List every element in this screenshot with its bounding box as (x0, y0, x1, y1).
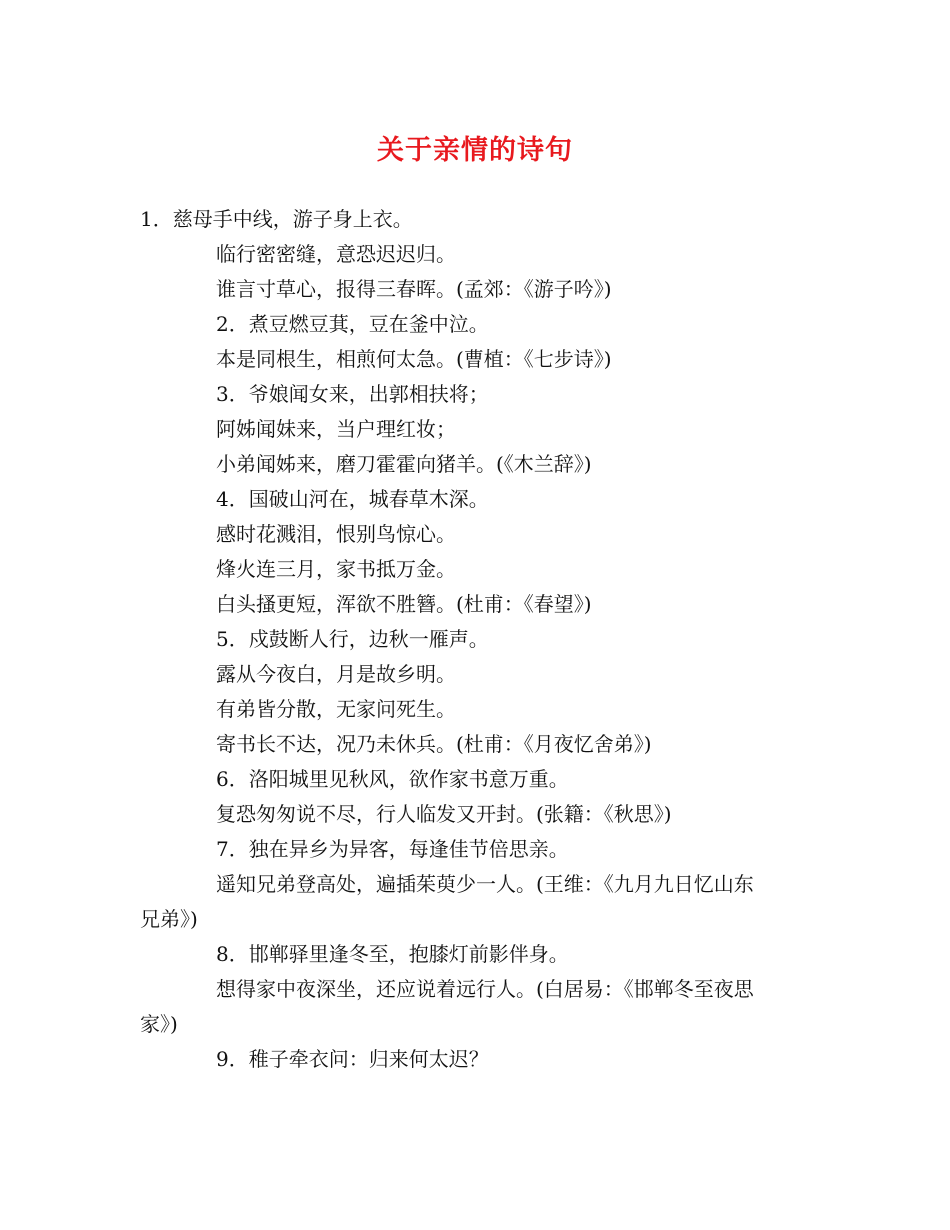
poem-line: 家》) (140, 1012, 178, 1036)
poem-line: 小弟闻姊来，磨刀霍霍向猪羊。(《木兰辞》) (216, 452, 592, 476)
poem-line: 6．洛阳城里见秋风，欲作家书意万重。 (216, 767, 569, 791)
poem-line: 本是同根生，相煎何太急。(曹植：《七步诗》) (216, 347, 612, 371)
poem-line: 2．煮豆燃豆萁，豆在釜中泣。 (216, 312, 489, 336)
poem-line: 3．爷娘闻女来，出郭相扶将； (216, 382, 489, 406)
poem-line: 9．稚子牵衣问：归来何太迟？ (216, 1047, 489, 1071)
poem-line: 临行密密缝，意恐迟迟归。 (216, 242, 456, 266)
poem-line: 感时花溅泪，恨别鸟惊心。 (216, 522, 456, 546)
poem-line: 露从今夜白，月是故乡明。 (216, 662, 456, 686)
poem-line: 谁言寸草心，报得三春晖。(孟郊：《游子吟》) (216, 277, 612, 301)
poem-line: 5．戍鼓断人行，边秋一雁声。 (216, 627, 489, 651)
poem-list (140, 202, 830, 1077)
poem-line: 1．慈母手中线，游子身上衣。 (140, 207, 413, 231)
poem-line: 兄弟》) (140, 907, 198, 931)
poem-line: 复恐匆匆说不尽，行人临发又开封。(张籍：《秋思》) (216, 802, 672, 826)
poem-line: 阿姊闻妹来，当户理红妆； (216, 417, 456, 441)
poem-line: 遥知兄弟登高处，遍插茱萸少一人。(王维：《九月九日忆山东 (216, 872, 754, 896)
poem-line: 白头搔更短，浑欲不胜簪。(杜甫：《春望》) (216, 592, 592, 616)
poem-line: 想得家中夜深坐，还应说着远行人。(白居易：《邯郸冬至夜思 (216, 977, 754, 1001)
poem-line: 8．邯郸驿里逢冬至，抱膝灯前影伴身。 (216, 942, 569, 966)
poem-line: 4．国破山河在，城春草木深。 (216, 487, 489, 511)
poem-line: 寄书长不达，况乃未休兵。(杜甫：《月夜忆舍弟》) (216, 732, 652, 756)
poem-line: 烽火连三月，家书抵万金。 (216, 557, 456, 581)
poem-line: 有弟皆分散，无家问死生。 (216, 697, 456, 721)
poem-line: 7．独在异乡为异客，每逢佳节倍思亲。 (216, 837, 569, 861)
document-title: 关于亲情的诗句 (377, 135, 573, 166)
